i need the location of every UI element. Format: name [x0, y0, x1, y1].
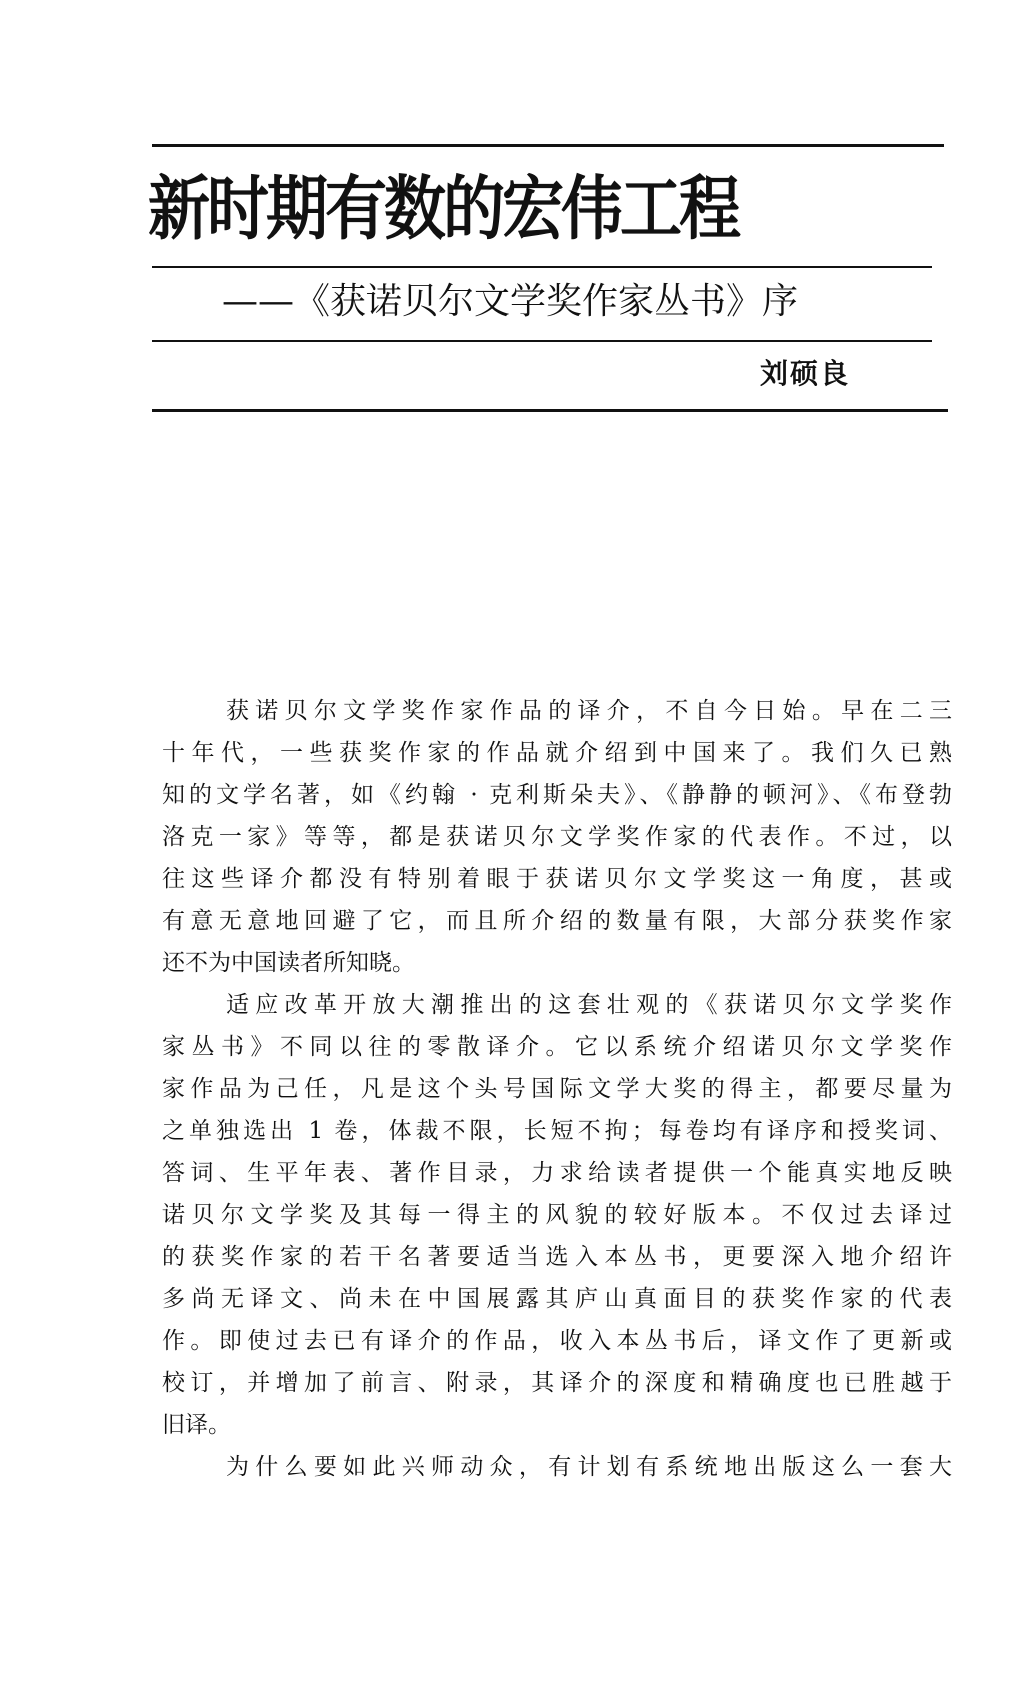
paragraph-2-line-8: 多尚无译文、尚未在中国展露其庐山真面目的获奖作家的代表	[162, 1286, 952, 1312]
paragraph-1-line-5: 往这些译介都没有特别着眼于获诺贝尔文学奖这一角度，甚或	[162, 866, 952, 892]
title-rule	[152, 266, 932, 268]
paragraph-1-line-1: 获诺贝尔文学奖作家作品的译介，不自今日始。早在二三	[226, 698, 952, 724]
paragraph-1-line-2: 十年代，一些获奖作家的作品就介绍到中国来了。我们久已熟	[162, 740, 952, 766]
paragraph-2-line-2: 家丛书》不同以往的零散译介。它以系统介绍诺贝尔文学奖作	[162, 1034, 952, 1060]
page-title: 新时期有数的宏伟工程	[148, 167, 739, 250]
paragraph-2-line-1: 适应改革开放大潮推出的这套壮观的《获诺贝尔文学奖作	[226, 992, 952, 1018]
paragraph-2-line-9: 作。即使过去已有译介的作品，收入本丛书后，译文作了更新或	[162, 1328, 952, 1354]
subtitle-rule	[152, 340, 932, 342]
paragraph-2-line-4: 之单独选出 1 卷，体裁不限，长短不拘；每卷均有译序和授奖词、	[162, 1118, 952, 1144]
top-rule	[152, 144, 944, 147]
paragraph-2-line-3: 家作品为己任，凡是这个头号国际文学大奖的得主，都要尽量为	[162, 1076, 952, 1102]
paragraph-1-line-4: 洛克一家》等等，都是获诺贝尔文学奖作家的代表作。不过，以	[162, 824, 952, 850]
paragraph-1-line-6: 有意无意地回避了它，而且所介绍的数量有限，大部分获奖作家	[162, 908, 952, 934]
page-subtitle: ——《获诺贝尔文学奖作家丛书》序	[222, 281, 799, 322]
paragraph-1-line-3: 知的文学名著，如《约翰 · 克利斯朵夫》、《静静的顿河》、《布登勃	[162, 782, 952, 808]
paragraph-2-line-6: 诺贝尔文学奖及其每一得主的风貌的较好版本。不仅过去译过	[162, 1202, 952, 1228]
paragraph-2-line-7: 的获奖作家的若干名著要适当选入本丛书，更要深入地介绍许	[162, 1244, 952, 1270]
paragraph-2-line-11: 旧译。	[162, 1412, 231, 1438]
bottom-rule	[152, 409, 948, 412]
paragraph-2-line-10: 校订，并增加了前言、附录，其译介的深度和精确度也已胜越于	[162, 1370, 952, 1396]
paragraph-2-line-5: 答词、生平年表、著作目录，力求给读者提供一个能真实地反映	[162, 1160, 952, 1186]
paragraph-1-line-7: 还不为中国读者所知晓。	[162, 950, 415, 976]
author-name: 刘硕良	[760, 357, 851, 390]
body-text	[162, 690, 952, 1488]
paragraph-3-line-1: 为什么要如此兴师动众，有计划有系统地出版这么一套大	[226, 1454, 952, 1480]
